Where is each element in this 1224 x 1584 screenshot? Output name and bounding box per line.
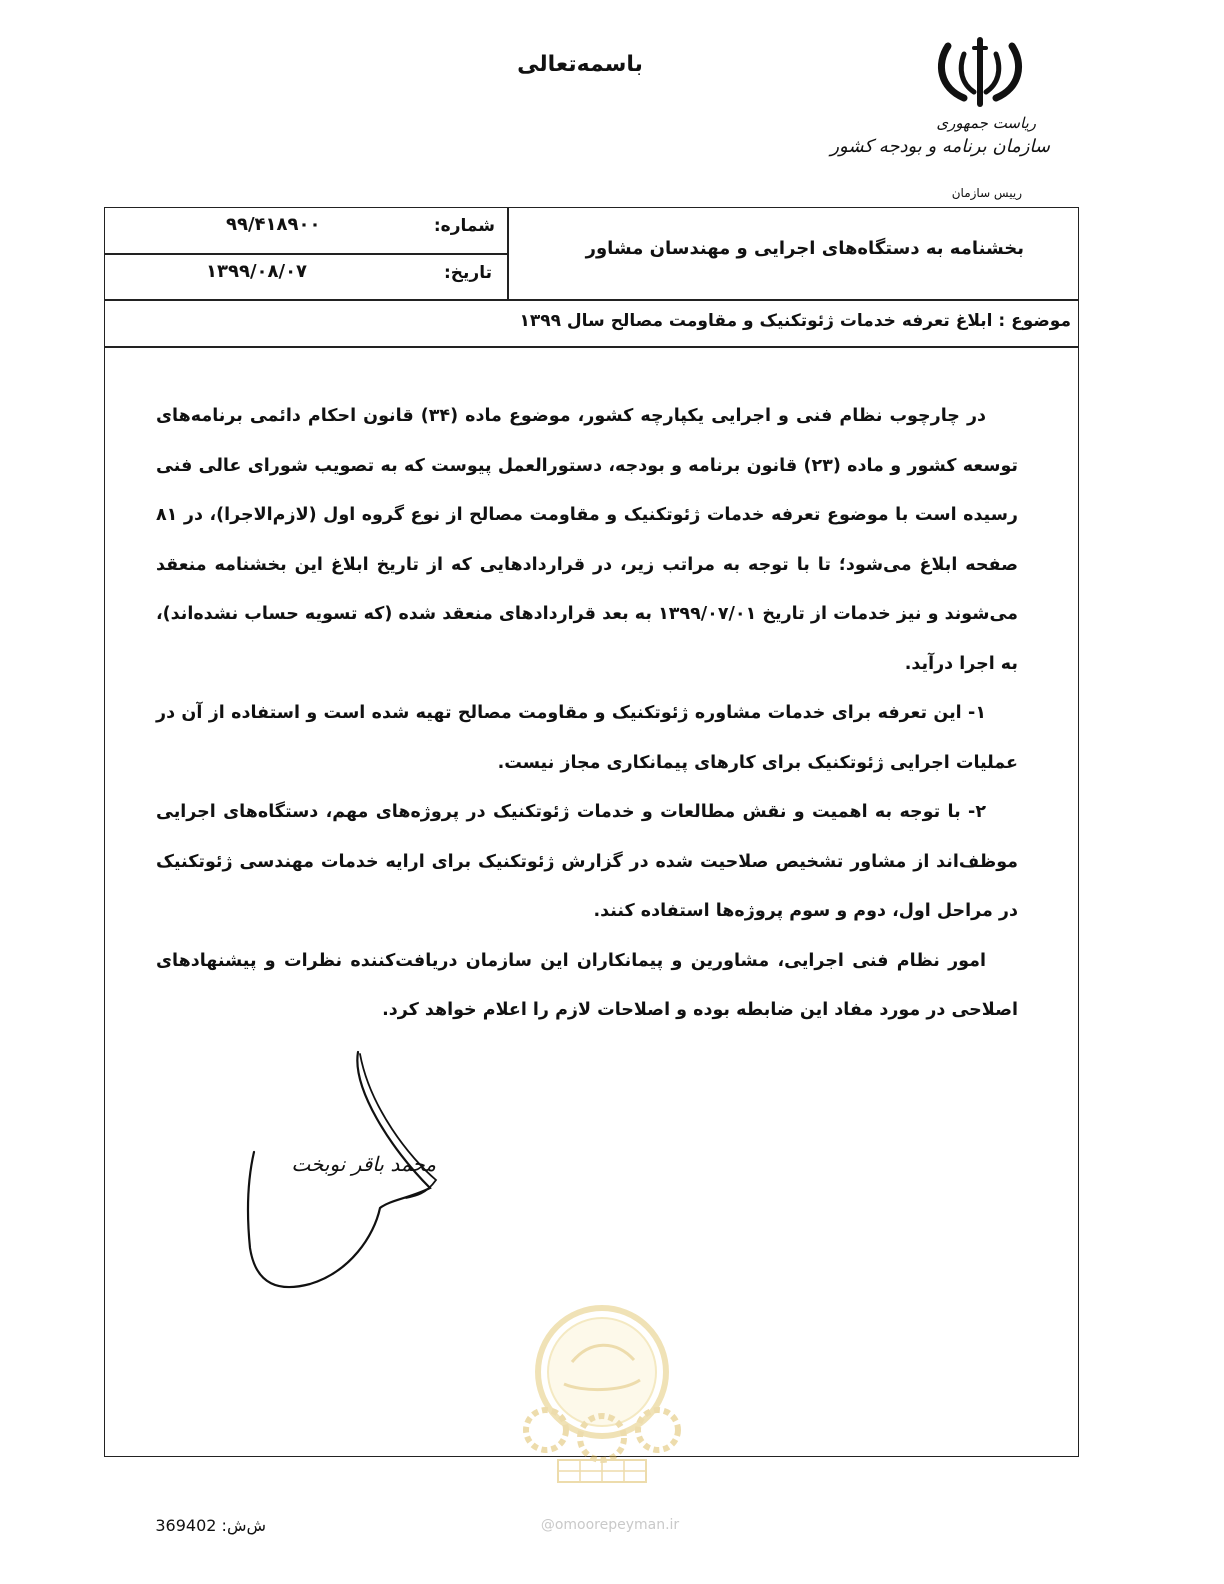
date-label: تاریخ: — [444, 263, 492, 283]
omoorepeyman-watermark-logo — [512, 1300, 692, 1490]
iran-emblem-icon — [934, 36, 1026, 108]
footer-code-value: 369402 — [155, 1516, 217, 1535]
number-label: شماره: — [433, 216, 495, 236]
subject-value: ابلاغ تعرفه خدمات ژئوتکنیک و مقاومت مصالح سال ۱۳۹۹ — [519, 311, 993, 331]
signatory-name: محمد باقر نوبخت — [291, 1152, 436, 1176]
number-date-divider — [104, 253, 508, 255]
org-name-line: سازمان برنامه و بودجه کشور — [830, 136, 1050, 157]
org-office-line: رییس سازمان — [951, 186, 1022, 200]
body-paragraph-item-2: ۲- با توجه به اهمیت و نقش مطالعات و خدمات ژئوتکنیک در پروژه‌های مهم، دستگاه‌های اجرایی موظف‌اند از مشاور تشخیص صلاحیت شده در گزارش ژئوتکنیک برای ارایه خدمات مهندسی ژئوتکنیک در مراحل اول، دوم و سوم پروژه‌ها استفاده کنند. — [156, 802, 1018, 921]
body-paragraph-closing: امور نظام فنی اجرایی، مشاورین و پیمانکاران این سازمان دریافت‌کننده نظرات و پیشنهادهای اصلاحی در مورد مفاد این ضابطه بوده و اصلاحات لازم را اعلام خواهد کرد. — [156, 950, 1018, 1020]
header-column-divider — [507, 207, 509, 300]
org-presidency-line: ریاست جمهوری — [936, 114, 1036, 132]
subject-label: موضوع : — [998, 311, 1071, 331]
subject-divider — [104, 346, 1079, 348]
addressee-title: بخشنامه به دستگاه‌های اجرایی و مهندسان مشاور — [585, 238, 1024, 259]
organization-letterhead — [830, 36, 1070, 206]
footer-code-label: ش‌ش: — [221, 1516, 266, 1535]
watermark-url: @omoorepeyman.ir — [540, 1517, 680, 1533]
bismillah-heading: باسمه‌تعالی — [517, 52, 643, 77]
body-paragraph-item-1: ۱- این تعرفه برای خدمات مشاوره ژئوتکنیک و مقاومت مصالح تهیه شده است و استفاده از آن در عملیات اجرایی ژئوتکنیک برای کارهای پیمانکاری مجاز نیست. — [156, 703, 1018, 773]
subject-line — [519, 311, 1071, 331]
number-value: ۹۹/۴۱۸۹۰۰ — [226, 214, 321, 235]
date-value: ۱۳۹۹/۰۸/۰۷ — [206, 261, 308, 282]
header-divider — [104, 299, 1079, 301]
footer-code — [146, 1516, 266, 1535]
body-paragraph-intro: در چارچوب نظام فنی و اجرایی یکپارچه کشور، موضوع ماده (۳۴) قانون احکام دائمی برنامه‌های توسعه کشور و ماده (۲۳) قانون برنامه و بودجه، دستورالعمل پیوست که به تصویب شورای عالی فنی رسیده است با موضوع تعرفه خدمات ژئوتکنیک و مقاومت مصالح از نوع گروه اول (لازم‌الاجرا)، در ۸۱ صفحه ابلاغ می‌شود؛ تا با توجه به مراتب زیر، در قراردادهایی که از تاریخ ابلاغ این بخشنامه منعقد می‌شوند و نیز خدمات از تاریخ ۱۳۹۹/۰۷/۰۱ به بعد قراردادهای منعقد شده (که تسویه حساب نشده‌اند)، به اجرا درآید. — [156, 406, 1018, 674]
letter-body — [156, 392, 1018, 1036]
